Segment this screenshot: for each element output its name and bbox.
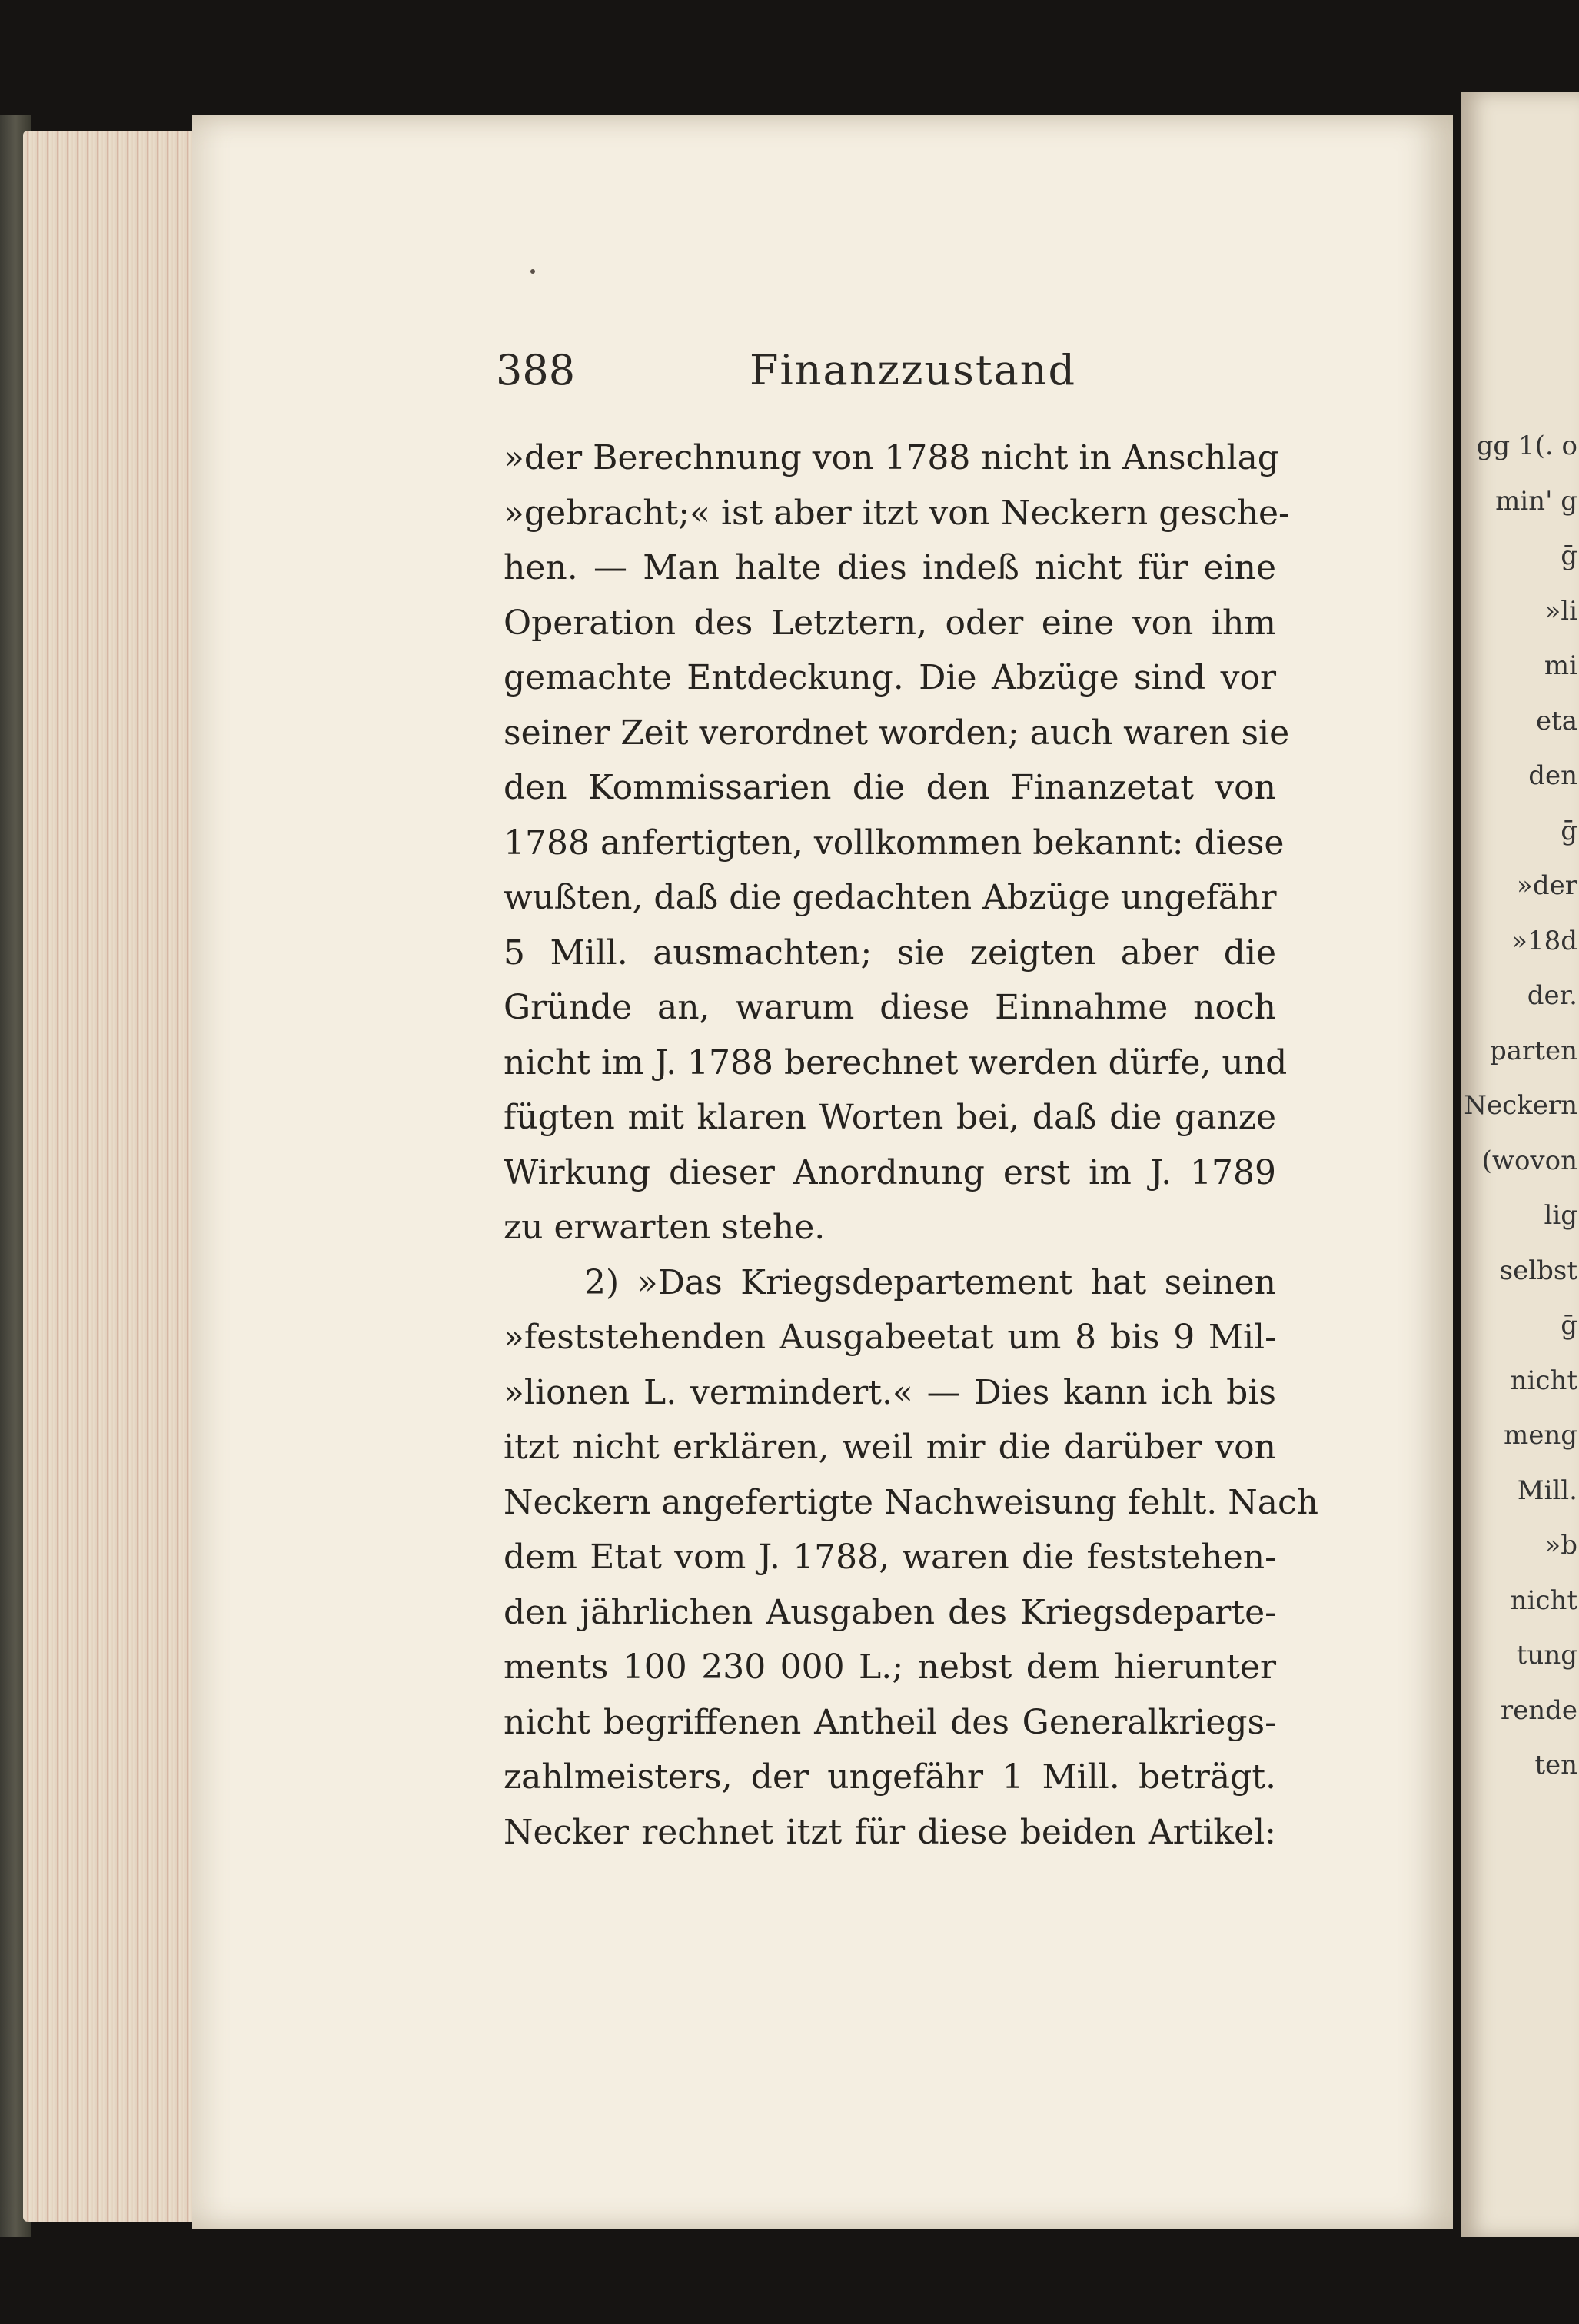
running-head: Finanzzustand <box>750 346 1077 394</box>
text-line: itzt nicht erklären, weil mir die darüber von <box>504 1428 1276 1467</box>
facing-page-fragment: mi <box>1544 650 1577 681</box>
facing-page-fragment: tung <box>1516 1640 1577 1671</box>
text-line: »der Berechnung von 1788 nicht in Anschlag <box>504 438 1279 477</box>
facing-page-fragment: der. <box>1527 980 1577 1011</box>
facing-page-fragment: »li <box>1544 595 1577 627</box>
text-line: Wirkung dieser Anordnung erst im J. 1789 <box>504 1152 1276 1192</box>
text-line: gemachte Entdeckung. Die Abzüge sind vor <box>504 658 1276 697</box>
text-line: 5 Mill. ausmachten; sie zeigten aber die <box>504 933 1276 972</box>
facing-page-fragment: parten <box>1490 1035 1577 1066</box>
facing-page-fragment: Mill. <box>1517 1475 1577 1506</box>
body-text <box>504 431 1318 1860</box>
facing-page-fragment: den <box>1528 760 1577 791</box>
facing-page-fragment: nicht <box>1510 1365 1577 1396</box>
text-line: 2) »Das Kriegsdepartement hat seinen <box>584 1262 1276 1302</box>
facing-page-fragment: min' g <box>1495 485 1577 517</box>
page-header <box>496 346 1272 407</box>
text-line: den Kommissarien die den Finanzetat von <box>504 768 1276 807</box>
facing-page-fragment: »der <box>1517 870 1577 901</box>
page-speck <box>530 269 535 274</box>
facing-page-fragment: eta <box>1535 705 1577 736</box>
facing-page-fragment: Neckern <box>1464 1090 1577 1121</box>
facing-page-fragment: ḡ <box>1561 815 1577 846</box>
facing-page-fragment: ḡ <box>1561 1310 1577 1341</box>
facing-page-fragment: »18d <box>1511 925 1577 956</box>
facing-page-fragment: ten <box>1534 1750 1577 1780</box>
text-line: Neckern angefertigte Nachweisung fehlt. Nach <box>504 1482 1318 1522</box>
text-line: zahlmeisters, der ungefähr 1 Mill. beträgt. <box>504 1757 1276 1797</box>
text-line: zu erwarten stehe. <box>504 1208 826 1247</box>
facing-page-fragment: ḡ <box>1561 540 1577 571</box>
text-line: Operation des Letztern, oder eine von ihm <box>504 603 1276 643</box>
facing-page-edge <box>1461 92 1579 2237</box>
facing-page-fragment: (wovon <box>1481 1145 1577 1176</box>
text-line: hen. — Man halte dies indeß nicht für eine <box>504 548 1276 587</box>
facing-page-fragment: rende <box>1500 1694 1577 1726</box>
text-line: fügten mit klaren Worten bei, daß die ganze <box>504 1098 1276 1137</box>
page-block-edges <box>23 131 201 2222</box>
facing-page-fragment: »b <box>1544 1530 1577 1561</box>
text-line: Gründe an, warum diese Einnahme noch <box>504 988 1276 1027</box>
text-line: »gebracht;« ist aber itzt von Neckern gesche- <box>504 493 1290 533</box>
text-line: ments 100 230 000 L.; nebst dem hierunter <box>504 1647 1276 1687</box>
text-line: »lionen L. vermindert.« — Dies kann ich bis <box>504 1372 1276 1412</box>
facing-page-fragment: gg 1(. o <box>1476 431 1577 461</box>
text-line: dem Etat vom J. 1788, waren die feststehen- <box>504 1538 1276 1577</box>
text-line: »feststehenden Ausgabeetat um 8 bis 9 Mil- <box>504 1318 1276 1357</box>
facing-page-fragment: selbst <box>1499 1255 1577 1286</box>
text-line: 1788 anfertigten, vollkommen bekannt: diese <box>504 823 1285 863</box>
text-line: seiner Zeit verordnet worden; auch waren sie <box>504 713 1290 753</box>
text-line: den jährlichen Ausgaben des Kriegsdeparte- <box>504 1592 1276 1632</box>
facing-page-fragment: nicht <box>1510 1584 1577 1616</box>
page-number: 388 <box>496 346 576 394</box>
facing-page-fragment: lig <box>1544 1200 1577 1231</box>
text-line: wußten, daß die gedachten Abzüge ungefähr <box>504 878 1277 917</box>
text-line: Necker rechnet itzt für diese beiden Artikel: <box>504 1812 1276 1852</box>
text-line: nicht im J. 1788 berechnet werden dürfe, und <box>504 1042 1288 1082</box>
text-line: nicht begriffenen Antheil des Generalkriegs- <box>504 1702 1276 1742</box>
facing-page-fragment: meng <box>1503 1420 1577 1451</box>
